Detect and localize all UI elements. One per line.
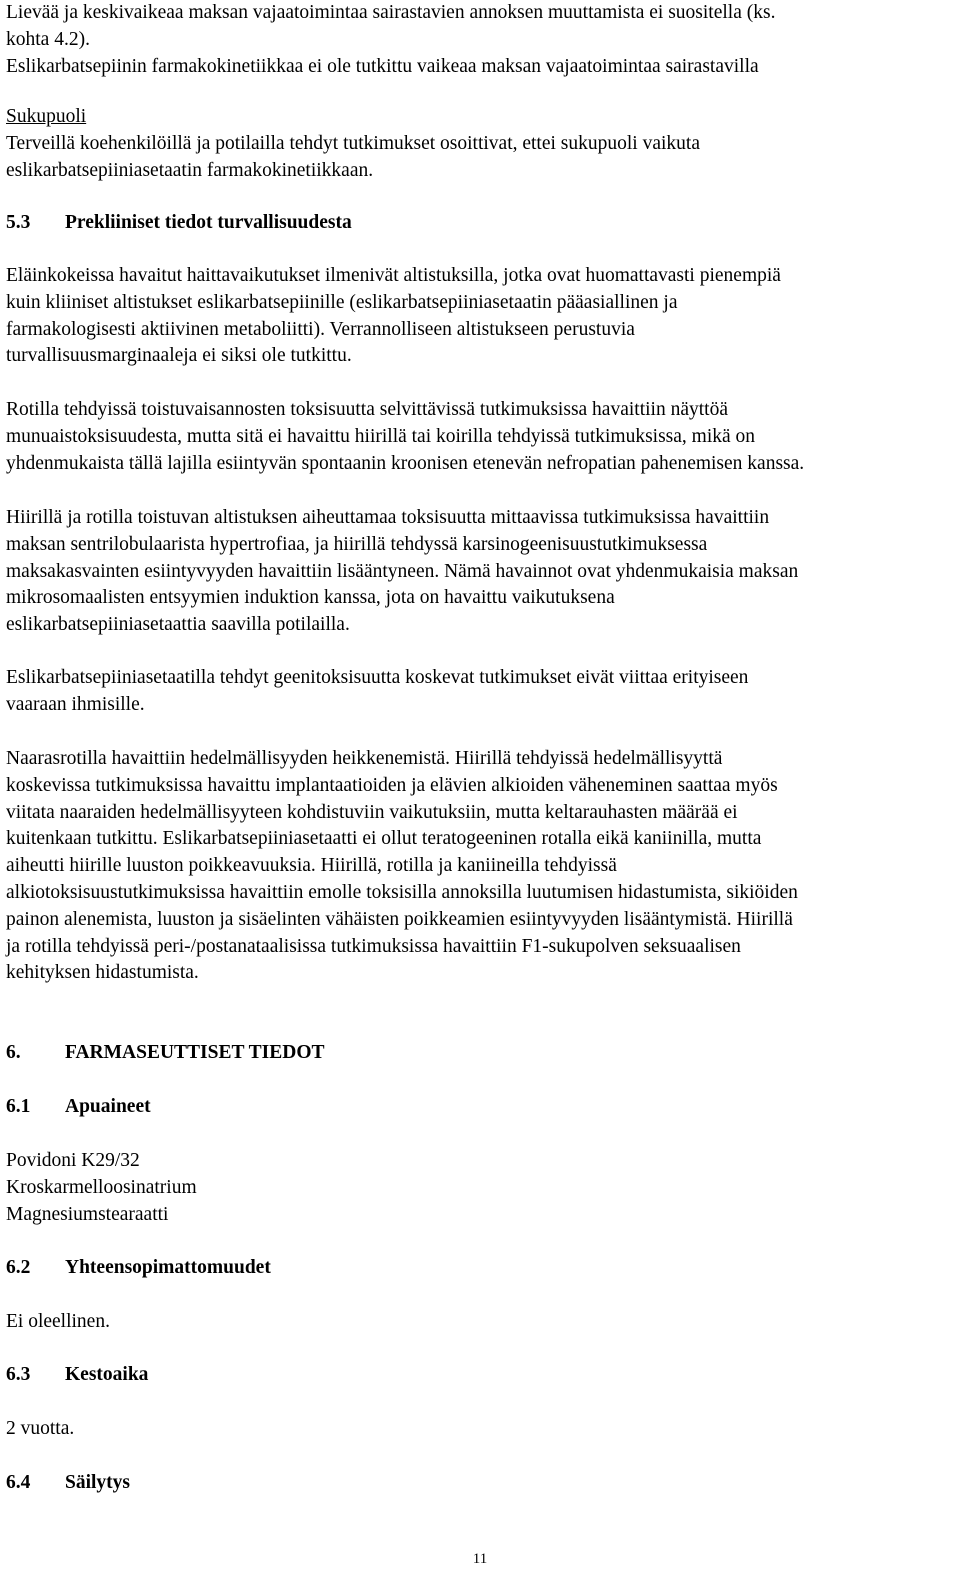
preclinical-paragraph-3 xyxy=(6,505,956,639)
text-line: eslikarbatsepiiniasetaattia saavilla potilailla. xyxy=(6,614,350,636)
text-line: kuin kliiniset altistukset eslikarbatsepiinille (eslikarbatsepiiniasetaatin pääasiallinen ja xyxy=(6,291,678,313)
gender-subheading: Sukupuoli xyxy=(6,106,87,127)
section-number: 6.1 xyxy=(6,1096,31,1117)
section-6-2-heading xyxy=(6,1255,956,1282)
text-line: Lievää ja keskivaikeaa maksan vajaatoimintaa sairastavien annoksen muuttamista ei suositella (ks. xyxy=(6,2,776,23)
text-line: koskevissa tutkimuksissa havaittu implantaatioiden ja elävien alkioiden väheneminen saattaa myös xyxy=(6,774,778,796)
text-line: Naarasrotilla havaittiin hedelmällisyyden heikkenemistä. Hiirillä tehdyissä hedelmällisyyttä xyxy=(6,748,723,769)
text-line: Eslikarbatsepiinin farmakokinetiikkaa ei ole tutkittu vaikeaa maksan vajaatoimintaa sairastavilla xyxy=(6,55,759,77)
text-line: mikrosomaalisten entsyymien induktion kanssa, jota on havaittu vaikutuksena xyxy=(6,587,615,609)
section-title: Säilytys xyxy=(65,1472,131,1493)
text-line: kehityksen hidastumista. xyxy=(6,962,199,984)
text-line: Eslikarbatsepiiniasetaatilla tehdyt geenitoksisuutta koskevat tutkimukset eivät viittaa erityiseen xyxy=(6,667,749,688)
gender-section xyxy=(6,104,956,184)
text-line: farmakologisesti aktiivinen metaboliitti). Verrannolliseen altistukseen perustuvia xyxy=(6,318,635,340)
list-item: Magnesiumstearaatti xyxy=(6,1203,169,1225)
text-line: yhdenmukaista tällä lajilla esiintyvän spontaanin kroonisen etenevän nefropatian pahenemisen kanssa. xyxy=(6,452,805,474)
preclinical-paragraph-1 xyxy=(6,263,956,370)
text-line: kohta 4.2). xyxy=(6,28,90,50)
text-line: alkiotoksisuustutkimuksissa havaittiin emolle toksisilla annoksilla luutumisen hidastumista, sikiöiden xyxy=(6,881,798,903)
preclinical-paragraph-5 xyxy=(6,746,956,987)
text-line: ja rotilla tehdyissä peri-/postanataalisissa tutkimuksissa havaittiin F1-sukupolven seksuaalisen xyxy=(6,935,741,957)
text-line: eslikarbatsepiiniasetaatin farmakokinetiikkaan. xyxy=(6,159,374,181)
text-line: vaaraan ihmisille. xyxy=(6,693,145,715)
section-number: 6.2 xyxy=(6,1257,31,1278)
text-line: maksan sentrilobulaarista hypertrofiaa, ja hiirillä tehdyssä karsinogeenisuustutkimuksessa xyxy=(6,533,708,555)
section-number: 6.4 xyxy=(6,1472,31,1493)
text-line: Hiirillä ja rotilla toistuvan altistuksen aiheuttamaa toksisuutta mittaavissa tutkimuksissa havaittiin xyxy=(6,507,770,528)
section-5-3-heading xyxy=(6,210,956,237)
excipients-list xyxy=(6,1148,956,1228)
section-title: FARMASEUTTISET TIEDOT xyxy=(65,1042,325,1063)
section-title: Apuaineet xyxy=(65,1096,151,1117)
text-line: painon alenemista, luuston ja sisäelinten vähäisten poikkeamien esiintyvyyden lisääntymistä. Hiirillä xyxy=(6,908,793,930)
section-title: Yhteensopimattomuudet xyxy=(65,1257,271,1278)
section-6-4-heading xyxy=(6,1470,956,1497)
section-title: Prekliiniset tiedot turvallisuudesta xyxy=(65,212,352,233)
text-line: aiheutti hiirille luuston poikkeavuuksia. Hiirillä, rotilla ja kaniineilla tehdyissä xyxy=(6,855,617,877)
list-item: Povidoni K29/32 xyxy=(6,1150,140,1171)
text-line: maksakasvainten esiintyvyyden havaittiin lisääntyneen. Nämä havainnot ovat yhdenmukaisia maksan xyxy=(6,560,799,582)
text-line: turvallisuusmarginaaleja ei siksi ole tutkittu. xyxy=(6,345,352,367)
text-line: Eläinkokeissa havaitut haittavaikutukset ilmenivät altistuksilla, jotka ovat huomattavasti pienempiä xyxy=(6,265,781,286)
section-6-3-heading xyxy=(6,1362,956,1389)
section-title: Kestoaika xyxy=(65,1364,149,1385)
text-line: Ei oleellinen. xyxy=(6,1311,110,1332)
text-line: viitata naaraiden hedelmällisyyteen kohdistuviin vaikutuksiin, mutta keltarauhasten määrää ei xyxy=(6,801,738,823)
text-line: 2 vuotta. xyxy=(6,1418,75,1439)
preclinical-paragraph-2 xyxy=(6,397,956,477)
shelf-life-text xyxy=(6,1416,956,1443)
hepatic-impairment-paragraph xyxy=(6,0,956,80)
incompatibilities-text xyxy=(6,1309,956,1336)
text-line: munuaistoksisuudesta, mutta sitä ei havaittu hiirillä tai koirilla tehdyissä tutkimuksissa, mikä on xyxy=(6,425,756,447)
section-number: 6.3 xyxy=(6,1364,31,1385)
section-number: 5.3 xyxy=(6,212,31,233)
text-line: Terveillä koehenkilöillä ja potilailla tehdyt tutkimukset osoittivat, ettei sukupuoli vaikuta xyxy=(6,132,700,154)
page-number: 11 xyxy=(472,1551,488,1567)
list-item: Kroskarmelloosinatrium xyxy=(6,1176,197,1198)
section-6-1-heading xyxy=(6,1094,956,1121)
section-6-heading xyxy=(6,1040,956,1067)
preclinical-paragraph-4 xyxy=(6,665,956,719)
text-line: Rotilla tehdyissä toistuvaisannosten toksisuutta selvittävissä tutkimuksissa havaittiin näyttöä xyxy=(6,399,728,420)
text-line: kuitenkaan tutkittu. Eslikarbatsepiiniasetaatti ei ollut teratogeeninen rotalla eikä kaniinilla, mutta xyxy=(6,828,762,850)
section-number: 6. xyxy=(6,1042,21,1063)
